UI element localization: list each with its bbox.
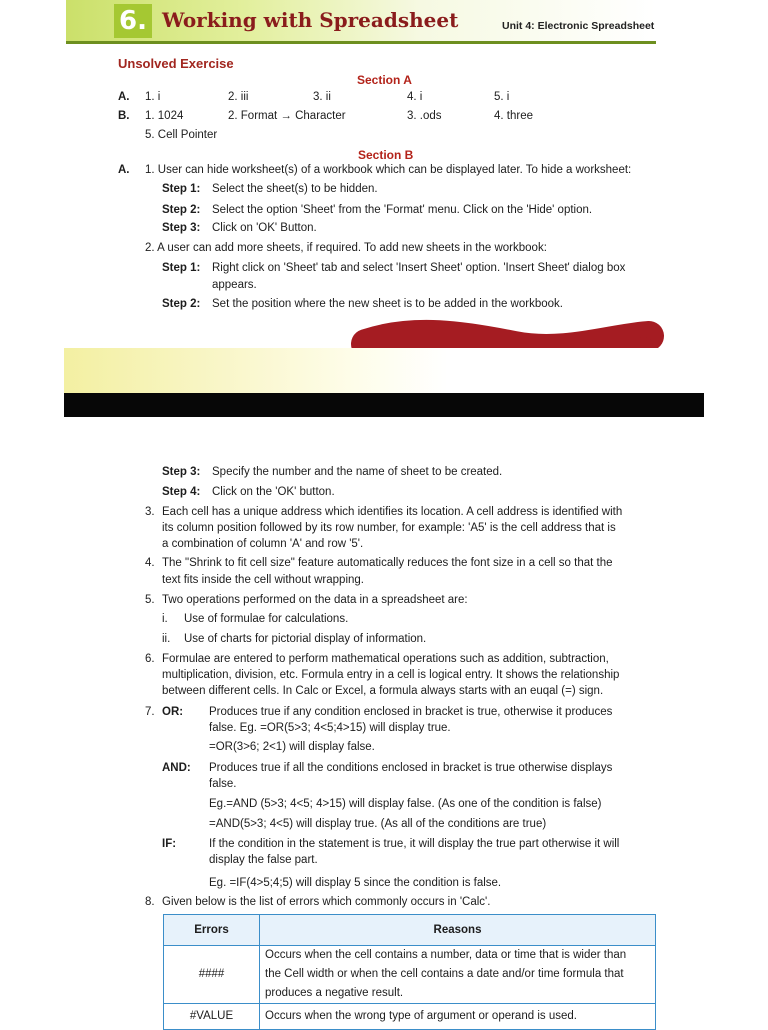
q2-text: 2. A user can add more sheets, if required. To add new sheets in the workbook: — [145, 242, 547, 254]
q7-or-label: OR: — [162, 706, 184, 718]
q1-text: 1. User can hide worksheet(s) of a workbook which can be displayed later. To hide a worksheet: — [145, 164, 632, 176]
errors-table — [163, 914, 656, 1030]
q2-step3-label: Step 3: — [162, 466, 201, 478]
section-b-label: A. — [118, 164, 130, 176]
q7-and-line1: Produces true if all the conditions enclosed in bracket is true otherwise displays — [209, 762, 613, 774]
section-b-heading: Section B — [358, 148, 414, 162]
table-row — [164, 946, 656, 1004]
column-header-errors: Errors — [164, 915, 260, 946]
table-row — [164, 1004, 656, 1030]
row-b-label: B. — [118, 110, 130, 122]
q4-number: 4. — [145, 557, 155, 569]
answer-b-3: 3. .ods — [407, 110, 442, 122]
q3-number: 3. — [145, 506, 155, 518]
chapter-number: 6. — [114, 4, 152, 38]
q5-item2-number: ii. — [162, 633, 171, 645]
chapter-title: Working with Spreadsheet — [162, 8, 459, 32]
q7-and-line3: Eg.=AND (5>3; 4<5; 4>15) will display false. (As one of the condition is false) — [209, 798, 602, 810]
q7-and-line4: =AND(5>3; 4<5) will display true. (As all of the conditions are true) — [209, 818, 547, 830]
q7-and-label: AND: — [162, 762, 191, 774]
torn-page-strip — [64, 348, 704, 394]
q5-item2-text: Use of charts for pictorial display of information. — [184, 633, 427, 645]
q2-step4-label: Step 4: — [162, 486, 201, 498]
error-code-cell: #VALUE — [164, 1004, 260, 1030]
table-header-row — [164, 915, 656, 946]
q7-if-line3: Eg. =IF(4>5;4;5) will display 5 since the condition is false. — [209, 877, 502, 889]
answer-b-4: 4. three — [494, 110, 533, 122]
photo-gap-bar — [64, 393, 704, 417]
q7-if-label: IF: — [162, 838, 177, 850]
q3-line2: its column position followed by its row number, for example: 'A5' is the cell address that is — [162, 522, 616, 534]
q2-step2-label: Step 2: — [162, 298, 201, 310]
q3-line1: Each cell has a unique address which identifies its location. A cell address is identified with — [162, 506, 623, 518]
q2-step1-line1: Right click on 'Sheet' tab and select 'Insert Sheet' option. 'Insert Sheet' dialog box — [212, 262, 626, 274]
q1-step2-text: Select the option 'Sheet' from the 'Format' menu. Click on the 'Hide' option. — [212, 204, 593, 216]
q7-or-line3: =OR(3>6; 2<1) will display false. — [209, 741, 375, 753]
error-code-cell: #### — [164, 946, 260, 1004]
answer-a-3: 3. ii — [313, 91, 331, 103]
error-reason-cell — [260, 1004, 656, 1030]
q6-line1: Formulae are entered to perform mathematical operations such as addition, subtraction, — [162, 653, 609, 665]
error-reason-cell — [260, 946, 656, 1004]
row-a-label: A. — [118, 91, 130, 103]
exercise-subtitle: Unsolved Exercise — [118, 56, 234, 71]
q2-step3-text: Specify the number and the name of sheet to be created. — [212, 466, 503, 478]
answer-b-1: 1. 1024 — [145, 110, 184, 122]
q1-step1-text: Select the sheet(s) to be hidden. — [212, 183, 378, 195]
reason-line: produces a negative result. — [265, 987, 404, 999]
q7-or-line1: Produces true if any condition enclosed in bracket is true, otherwise it produces — [209, 706, 613, 718]
q1-step2-label: Step 2: — [162, 204, 201, 216]
q8-number: 8. — [145, 896, 155, 908]
reason-line: Occurs when the cell contains a number, data or time that is wider than — [265, 949, 627, 961]
reason-line: the Cell width or when the cell contains a date and/or time formula that — [265, 968, 624, 980]
q7-if-line2: display the false part. — [209, 854, 318, 866]
q7-and-line2: false. — [209, 778, 237, 790]
q1-step3-text: Click on 'OK' Button. — [212, 222, 317, 234]
answer-b-2: 2. Format → Character — [228, 110, 346, 122]
q5-item1-number: i. — [162, 613, 168, 625]
answer-b-5: 5. Cell Pointer — [145, 129, 218, 141]
header-rule — [66, 41, 656, 44]
q2-step4-text: Click on the 'OK' button. — [212, 486, 335, 498]
q6-number: 6. — [145, 653, 155, 665]
answer-a-1: 1. i — [145, 91, 161, 103]
q5-item1-text: Use of formulae for calculations. — [184, 613, 349, 625]
q1-step1-label: Step 1: — [162, 183, 201, 195]
q6-line2: multiplication, division, etc. Formula entry in a cell is logical entry. It shows the relationship — [162, 669, 620, 681]
unit-label: Unit 4: Electronic Spreadsheet — [502, 20, 655, 32]
reason-line: Occurs when the wrong type of argument or operand is used. — [265, 1010, 577, 1022]
q6-line3: between different cells. In Calc or Excel, a formula always starts with an euqal (=) sign. — [162, 685, 604, 697]
answer-a-4: 4. i — [407, 91, 423, 103]
q1-step3-label: Step 3: — [162, 222, 201, 234]
section-a-heading: Section A — [357, 73, 412, 87]
answer-a-5: 5. i — [494, 91, 510, 103]
q7-if-line1: If the condition in the statement is true, it will display the true part otherwise it will — [209, 838, 620, 850]
q3-line3: a combination of column 'A' and row '5'. — [162, 538, 364, 550]
q4-line2: text fits inside the cell without wrapping. — [162, 574, 364, 586]
q2-step1-label: Step 1: — [162, 262, 201, 274]
q4-line1: The "Shrink to fit cell size" feature automatically reduces the font size in a cell so that the — [162, 557, 613, 569]
q2-step2-text: Set the position where the new sheet is to be added in the workbook. — [212, 298, 563, 310]
column-header-reasons: Reasons — [260, 915, 656, 946]
q5-number: 5. — [145, 594, 155, 606]
q2-step1-line2: appears. — [212, 279, 257, 291]
q5-text: Two operations performed on the data in a spreadsheet are: — [162, 594, 468, 606]
q7-or-line2: false. Eg. =OR(5>3; 4<5;4>15) will display true. — [209, 722, 451, 734]
answer-a-2: 2. iii — [228, 91, 249, 103]
q7-number: 7. — [145, 706, 155, 718]
q8-text: Given below is the list of errors which commonly occurs in 'Calc'. — [162, 896, 491, 908]
